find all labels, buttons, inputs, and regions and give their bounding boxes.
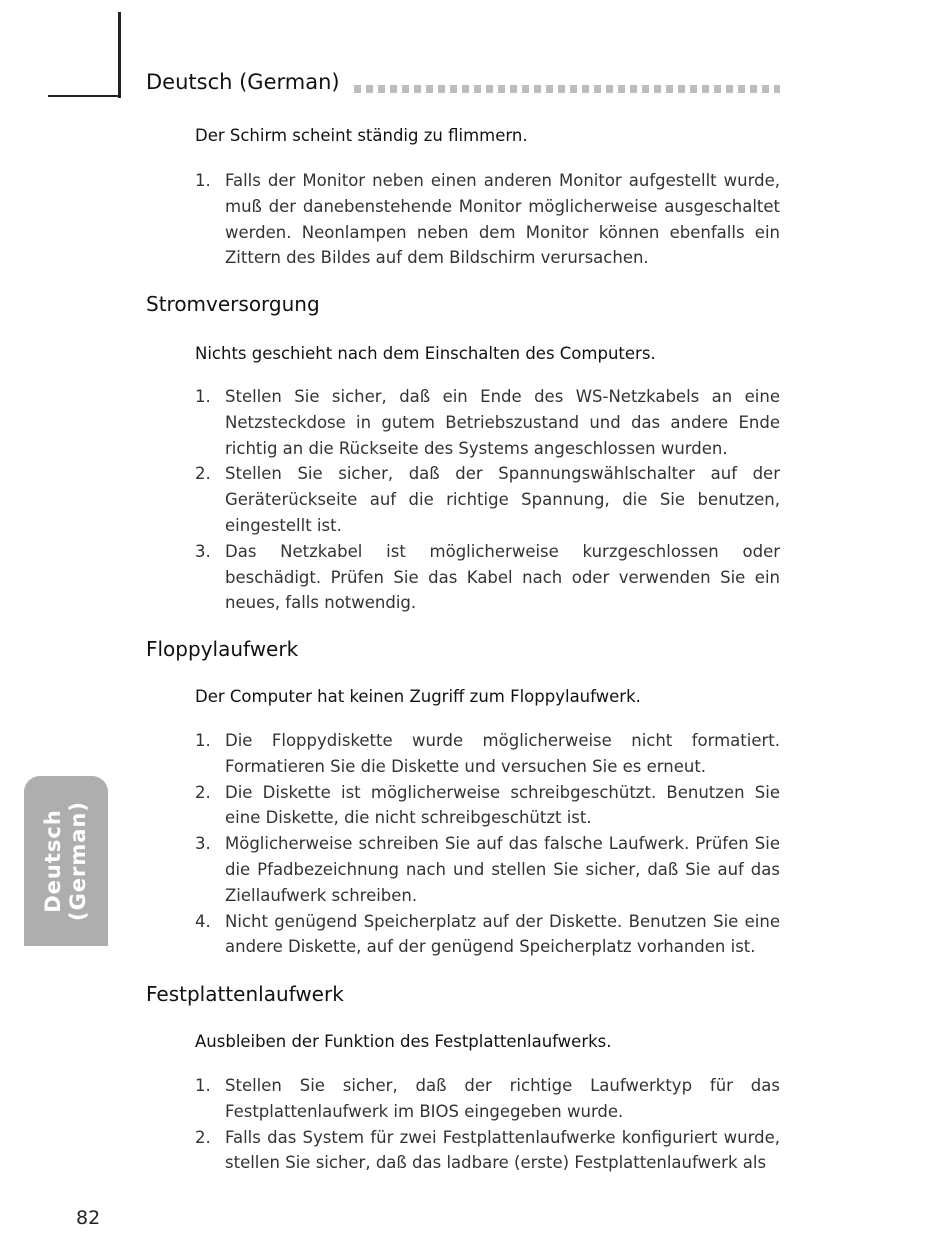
section-heading-floppylaufwerk: Floppylaufwerk xyxy=(146,637,299,661)
list-item xyxy=(195,1073,780,1125)
item-number: 2. xyxy=(195,782,211,802)
list-item xyxy=(195,384,780,461)
section-heading-festplattenlaufwerk: Festplattenlaufwerk xyxy=(146,982,344,1006)
side-tab-line-2: (German) xyxy=(66,800,90,922)
item-text: Die Floppydiskette wurde möglicherweise nicht formatiert. Formatieren Sie die Diskette und versuchen Sie es erneut. xyxy=(225,731,780,776)
item-number: 1. xyxy=(195,171,211,190)
side-tab-line-1: Deutsch xyxy=(41,809,65,913)
page-header-title: Deutsch (German) xyxy=(146,70,340,94)
item-number: 1. xyxy=(195,387,211,406)
corner-mark-vertical xyxy=(118,12,121,98)
list-item xyxy=(195,539,780,616)
item-text: Falls der Monitor neben einen anderen Monitor aufgestellt wurde, muß der danebenstehende Monitor möglicherweise ausgeschaltet werden. Neonlampen neben dem Monitor können ebenfalls ein Zittern des Bildes auf dem Bildschirm verursachen. xyxy=(225,171,780,268)
item-number: 2. xyxy=(195,1127,211,1147)
list-item xyxy=(195,831,780,908)
list-item xyxy=(195,1125,780,1177)
header-dotted-rule xyxy=(354,85,780,93)
solution-list-flicker xyxy=(195,168,780,271)
problem-statement-floppy: Der Computer hat keinen Zugriff zum Floppylaufwerk. xyxy=(195,687,641,706)
item-text: Das Netzkabel ist möglicherweise kurzgeschlossen oder beschädigt. Prüfen Sie das Kabel nach oder verwenden Sie ein neues, falls notwendig. xyxy=(225,541,780,613)
item-text: Die Diskette ist möglicherweise schreibgeschützt. Benutzen Sie eine Diskette, die nicht schreibgeschützt ist. xyxy=(225,782,780,828)
item-number: 2. xyxy=(195,464,211,484)
list-item xyxy=(195,909,780,961)
section-heading-stromversorgung: Stromversorgung xyxy=(146,292,320,316)
list-item xyxy=(195,461,780,538)
item-text: Stellen Sie sicher, daß der Spannungswählschalter auf der Geräterückseite auf die richtige Spannung, die Sie benutzen, eingestellt ist. xyxy=(225,464,780,535)
item-text: Möglicherweise schreiben Sie auf das falsche Laufwerk. Prüfen Sie die Pfadbezeichnung nach und stellen Sie sicher, daß Sie auf das Ziellaufwerk schreiben. xyxy=(225,834,780,905)
item-text: Nicht genügend Speicherplatz auf der Diskette. Benutzen Sie eine andere Diskette, auf der genügend Speicherplatz vorhanden ist. xyxy=(225,911,780,957)
item-number: 3. xyxy=(195,834,211,854)
problem-statement-power: Nichts geschieht nach dem Einschalten des Computers. xyxy=(195,344,656,363)
item-text: Falls das System für zwei Festplattenlaufwerke konfiguriert wurde, stellen Sie sicher, daß das ladbare (erste) Festplattenlaufwerk als xyxy=(225,1127,780,1173)
solution-list-power xyxy=(195,384,780,616)
corner-mark-horizontal xyxy=(48,95,121,97)
item-text: Stellen Sie sicher, daß der richtige Laufwerktyp für das Festplattenlaufwerk im BIOS eingegeben wurde. xyxy=(225,1076,780,1121)
item-number: 1. xyxy=(195,731,211,750)
list-item xyxy=(195,728,780,780)
solution-list-harddisk xyxy=(195,1073,780,1176)
solution-list-floppy xyxy=(195,728,780,960)
list-item xyxy=(195,168,780,271)
item-number: 4. xyxy=(195,911,211,931)
language-side-tab-label xyxy=(41,801,91,921)
item-number: 3. xyxy=(195,541,211,561)
page-number: 82 xyxy=(76,1207,101,1229)
item-text: Stellen Sie sicher, daß ein Ende des WS-Netzkabels an eine Netzsteckdose in gutem Betriebszustand und das andere Ende richtig an die Rückseite des Systems angeschlossen wurden. xyxy=(225,387,780,458)
problem-statement-harddisk: Ausbleiben der Funktion des Festplattenlaufwerks. xyxy=(195,1032,612,1051)
item-number: 1. xyxy=(195,1076,211,1095)
problem-statement-flicker: Der Schirm scheint ständig zu flimmern. xyxy=(195,126,528,145)
list-item xyxy=(195,780,780,832)
